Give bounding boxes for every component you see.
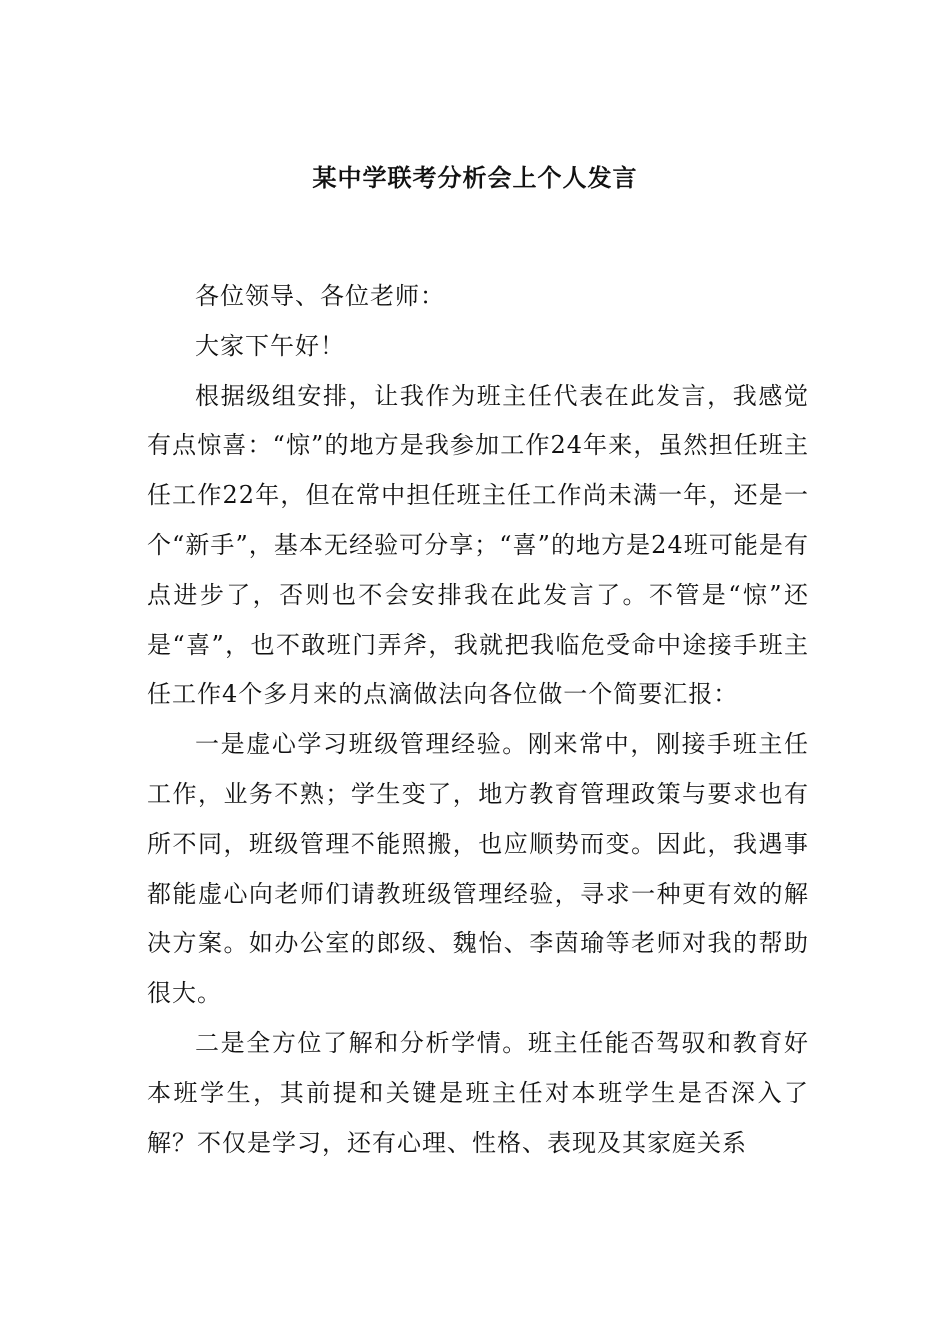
point-two-paragraph: 二是全方位了解和分析学情。班主任能否驾驭和教育好本班学生，其前提和关键是班主任对本班学生是否深入了解？不仅是学习，还有心理、性格、表现及其家庭关系 <box>147 1028 809 1157</box>
greeting-paragraph: 大家下午好！ <box>195 331 345 360</box>
salutation-paragraph: 各位领导、各位老师： <box>195 282 445 310</box>
point-one-paragraph: 一是虚心学习班级管理经验。刚来常中，刚接手班主任工作，业务不熟；学生变了，地方教育管理政策与要求也有所不同，班级管理不能照搬，也应顺势而变。因此，我遇事都能虚心向老师们请教班级管理经验，寻求一种更有效的解决方案。如办公室的郎级、魏怡、李茵瑜等老师对我的帮助很大。 <box>147 730 809 1008</box>
document-body <box>147 272 809 1168</box>
intro-paragraph: 根据级组安排，让我作为班主任代表在此发言，我感觉有点惊喜：“惊”的地方是我参加工作24年来，虽然担任班主任工作22年，但在常中担任班主任工作尚未满一年，还是一个“新手”，基本无经验可分享；“喜”的地方是24班可能是有点进步了，否则也不会安排我在此发言了。不管是“惊”还是“喜”，也不敢班门弄斧，我就把我临危受命中途接手班主任工作4个多月来的点滴做法向各位做一个简要汇报： <box>147 381 809 709</box>
document-title: 某中学联考分析会上个人发言 <box>312 163 638 192</box>
